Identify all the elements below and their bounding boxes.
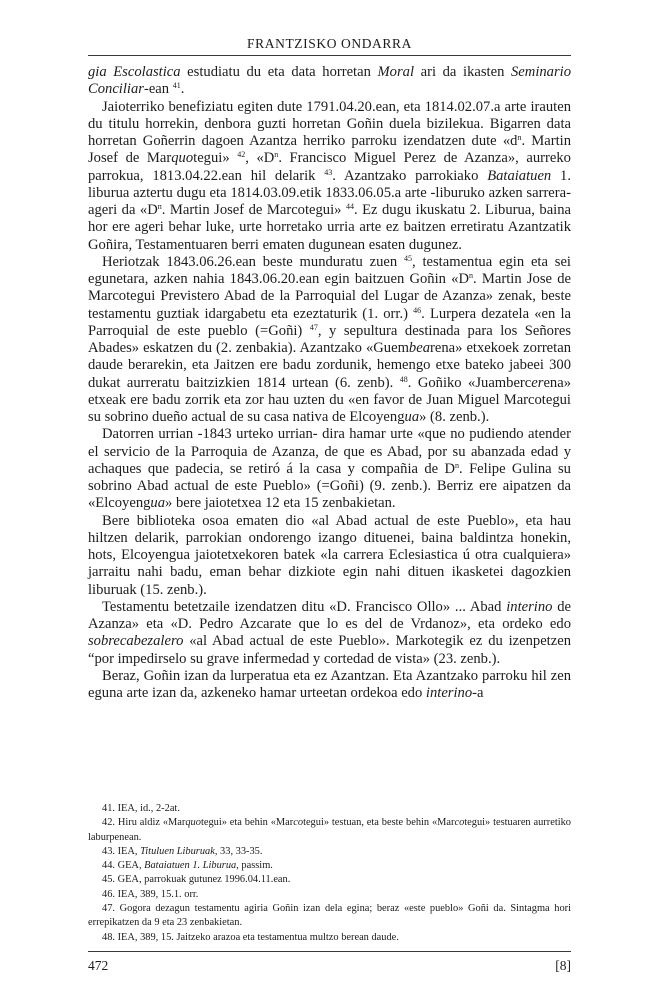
body-paragraph: Bere biblioteka osoa ematen dio «al Abad actual de este Pueblo», eta hau hiltzen delarik, parrokian ondorengo izango dituenei, baina baldintza honekin, hots, Elcoyengua jaiotetxekoren batek «la carrera Eclesiastica ú otra cualquiera» jarraitu nahi badu, eman behar dizkiote egin nahi dituen ikasketei dagozkien liburuak (15. zenb.).	[88, 512, 571, 598]
page-tag: [8]	[555, 958, 571, 973]
page-number: 472	[88, 958, 109, 973]
body-paragraph: Jaioterriko benefiziatu egiten dute 1791.04.20.ean, eta 1814.02.07.a arte irauten du titulu horrekin, denbora guzti horretan Goñin duela bizilekua. Bigarren data horretan Goñerrin dagoen Azantza herriko parroku izendatzen dute «$d^n$. Martin Josef de Marquotegui» $^{42}$, «$D^n$. Francisco Miguel Perez de Azanza», aurreko parrokua, 1813.04.22.ean hil delarik $^{43}$. Azantzako parrokiako Bataiatuen 1. liburua aztertu dugu eta 1814.03.09.etik 1833.06.05.a arte -liburuko azken sarrera- ageri da «$D^n$. Martin Josef de Marcotegui» $^{44}$. Ez dugu ikuskatu 2. Liburua, baina hor ere ageri behar luke, urte horretako urria arte ez baitzen erretiratu Azantzatik Goñira, Testamentuaren berri ematen dugunean esaten dugunez.	[88, 98, 571, 253]
footnote: 44. GEA, Bataiatuen 1. Liburua, passim.	[102, 860, 273, 872]
footnote: 48. IEA, 389, 15. Jaitzeko arazoa eta testamentua multzo berean daude.	[102, 931, 399, 943]
footnote: 45. GEA, parrokuak gutunez 1996.04.11.ean.	[102, 874, 291, 886]
running-header: FRANTZISKO ONDARRA	[247, 36, 412, 51]
footnote: 42. Hiru aldiz «Marquotegui» eta behin «Marcotegui» testuan, eta beste behin «Marcotegui» testuaren aurretiko laburpenean.	[88, 817, 572, 843]
body-paragraph: gia Escolastica estudiatu du eta data horretan Moral ari da ikasten Seminario Conciliar-ean $^{41}$.	[88, 64, 571, 98]
body-text	[88, 64, 571, 702]
header-rule	[88, 55, 571, 56]
body-paragraph: Beraz, Goñin izan da lurperatua eta ez Azantzan. Eta Azantzako parroku hil zen eguna arte izan da, azkeneko hamar urteetan ordekoa edo interino-a	[88, 667, 571, 701]
footnotes	[88, 802, 571, 945]
body-paragraph: Heriotzak 1843.06.26.ean beste munduratu zuen $^{45}$, testamentua egin eta sei egunetara, azken nahia 1843.06.20.ean egin baitzuen Goñin «$D^n$. Martin Jose de Marcotegui Previstero Abad de la Parroquial del Lugar de Azanza» zenak, beste testamentu guztiak idargabetu eta ezeztaturik (1. orr.) $^{46}$. Lurpera dezatela «en la Parroquial de este pueblo (=Goñi) $^{47}$, y sepultura destinada para los Señores Abades» eskatzen du (2. zenbakia). Azantzako «Guembearena» etxekoek zorretan daude berarekin, eta Jaitzen ere badu zordunik, hemengo etxe bateko jabeei 300 dukat aurreratu baitzizkien 1814 urtean (6. zenb). $^{48}$. Goñiko «Juambercerena» etxeak ere badu zorrik eta zor hau uzten du «en favor de Juan Miguel Marcotegui su sobrino dueño actual de su casa nativa de Elcoyengua» (8. zenb.).	[88, 253, 572, 425]
body-paragraph: Datorren urrian -1843 urteko urrian- dira hamar urte «que no pudiendo atender el servicio de la Parroquia de Azanza, de que es Abad, por su abanzada edad y achaques que padecia, se retiró á la casa y compañia de $D^n$. Felipe Gulina su sobrino Abad actual de este Pueblo» (=Goñi) (9. zenb.). Berriz ere aipatzen da «Elcoyengua» bere jaiotetxea 12 eta 15 zenbakietan.	[88, 426, 571, 512]
body-paragraph: Testamentu betetzaile izendatzen ditu «D. Francisco Ollo» ... Abad interino de Azanza» eta «D. Pedro Azcarate que lo es del de Vrdanoz», eta ordeko edo sobrecabezalero «al Abad actual de este Pueblo». Markotegik ez du izenpetzen “por impedirselo su grave infermedad y cortedad de vista» (23. zenb.).	[88, 598, 571, 667]
footnote: 46. IEA, 389, 15.1. orr.	[102, 888, 199, 900]
footnote: 47. Gogora dezagun testamentu agiria Goñin izan dela egina; beraz «este pueblo» Goñi da. Sintagma hori errepikatzen da 9 eta 23 zenbakietan.	[88, 903, 571, 929]
footer-rule	[88, 951, 571, 952]
footnote: 41. IEA, id., 2-2at.	[102, 803, 180, 814]
footnote: 43. IEA, Tituluen Liburuak, 33, 33-35.	[102, 845, 263, 857]
